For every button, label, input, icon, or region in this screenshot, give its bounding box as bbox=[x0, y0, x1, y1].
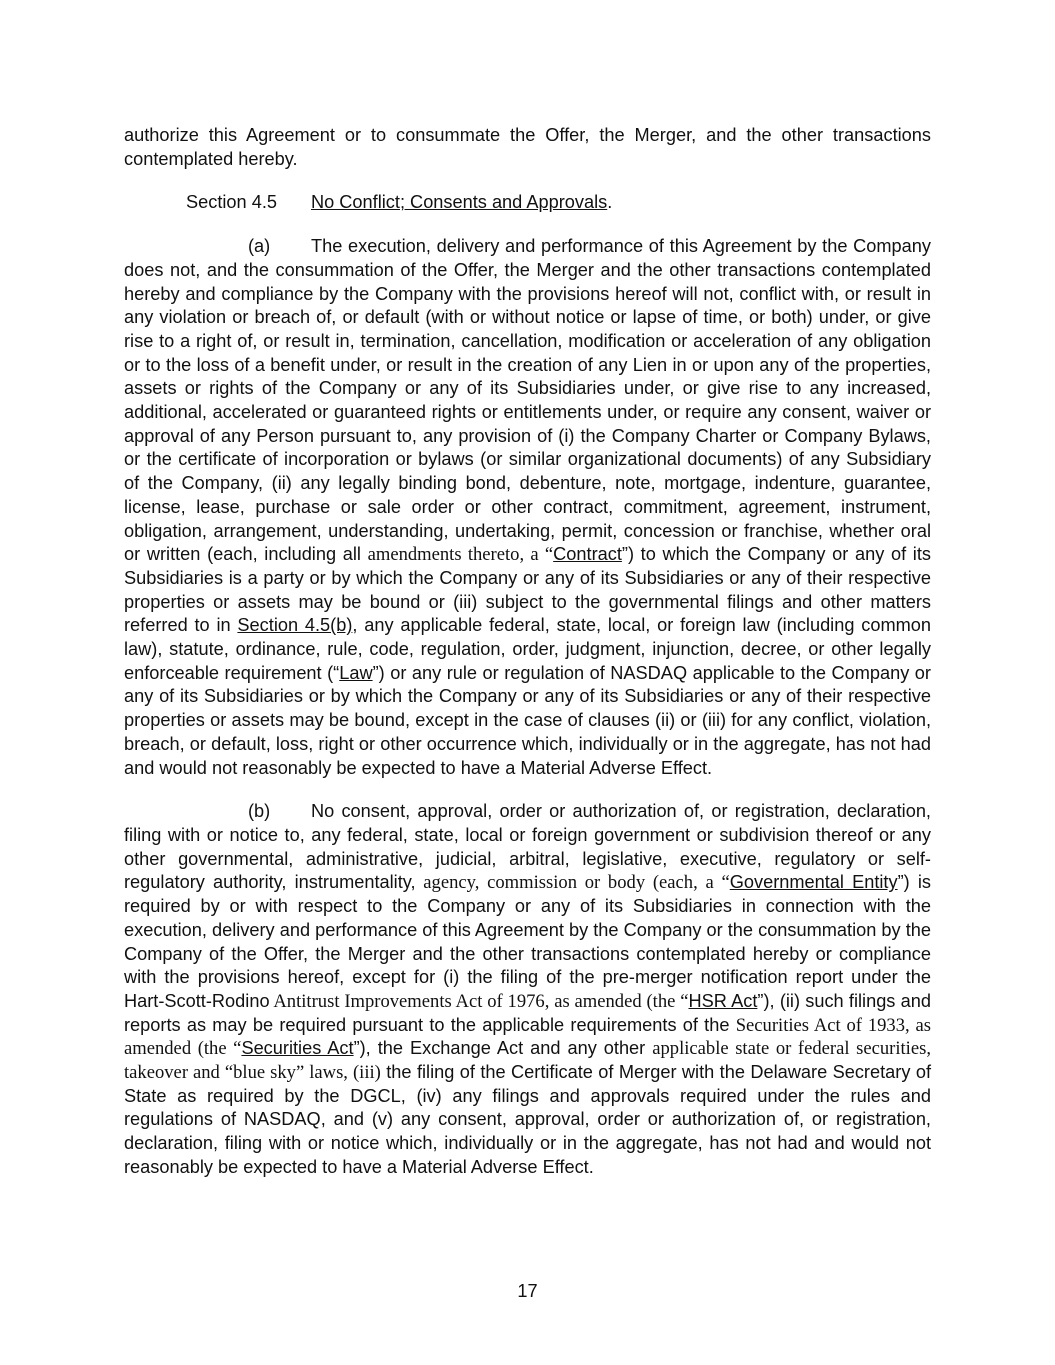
paragraph-b-text-7: ”), the Exchange Act and any other bbox=[353, 1038, 653, 1059]
document-page bbox=[124, 124, 931, 1180]
defined-term-contract: Contract bbox=[553, 544, 622, 565]
defined-term-governmental-entity: Governmental Entity bbox=[729, 872, 898, 893]
paragraph-a-label: (a) bbox=[248, 236, 271, 257]
paragraph-a-text-2: amendments thereto, a “ bbox=[367, 544, 554, 566]
paragraph-b-text-1: No consent, approval, order or authorization of, or registration, declaration, filing with or notice to, any federal, state, local or foreign government or subdivision thereof or any other governmental, administrative, judicial, arbitral, legislative, executive, regulatory or self-regulatory authority, instrumentality, bbox=[124, 801, 931, 893]
paragraph-b-text-8: applicable state or federal securities, takeover and “blue sky” laws, (iii) bbox=[124, 1038, 931, 1084]
section-heading bbox=[186, 191, 931, 215]
paragraph-b-text-2: agency, commission or body (each, a “ bbox=[415, 872, 730, 894]
paragraph-b-text-6: Securities Act of 1933, as amended (the “ bbox=[124, 1014, 931, 1060]
paragraph-b bbox=[124, 800, 931, 1179]
paragraph-b-label: (b) bbox=[248, 801, 271, 822]
paragraph-b-text-3: ”) is required by or with respect to the Company or any of its Subsidiaries in connection with the execution, delivery and performance of this Agreement by the Company or the consummation by the Company of the Offer, the Merger and the other transactions contemplated hereby or compliance with the provisions hereof, except for (i) the filing of the pre-merger notification report under the Hart-Scott-Rodino bbox=[124, 872, 931, 1011]
paragraph-b-text-5: ”), (ii) such filings and reports as may be required pursuant to the applicable requirements of the bbox=[124, 990, 931, 1035]
page-number: 17 bbox=[517, 1281, 538, 1301]
paragraph-a-text-5: ”) or any rule or regulation of NASDAQ applicable to the Company or any of its Subsidiaries or by which the Company or any of its Subsidiaries or any of their respective properties or assets may be bound, except in the case of clauses (ii) or (iii) for any conflict, violation, breach, or default, loss, right or other occurrence which, individually or in the aggregate, has not had and would not reasonably be expected to have a Material Adverse Effect. bbox=[124, 662, 931, 778]
paragraph-a-text-3: ”) to which the Company or any of its Subsidiaries is a party or by which the Company or any of its Subsidiaries or any of their respective properties or assets may be bound or (iii) subject to the governmental filings and other matters referred to in bbox=[124, 544, 931, 636]
paragraph-a-text-4: , any applicable federal, state, local, or foreign law (including common law), statute, ordinance, rule, code, regulation, order, judgment, injunction, decree, or other legally enforceable requirement (“ bbox=[124, 615, 931, 683]
section-reference-link: Section 4.5(b) bbox=[237, 615, 353, 636]
paragraph-a bbox=[124, 235, 931, 780]
defined-term-law: Law bbox=[339, 662, 373, 683]
section-title-suffix: . bbox=[607, 192, 613, 213]
section-number: Section 4.5 bbox=[186, 192, 277, 213]
defined-term-hsr-act: HSR Act bbox=[688, 990, 758, 1011]
intro-paragraph: authorize this Agreement or to consummate the Offer, the Merger, and the other transactions contemplated hereby. bbox=[124, 125, 931, 169]
defined-term-securities-act: Securities Act bbox=[241, 1038, 354, 1059]
section-title: No Conflict; Consents and Approvals bbox=[311, 192, 608, 213]
paragraph-b-text-9: the filing of the Certificate of Merger with the Delaware Secretary of State as required by the DGCL, (iv) any filings and approvals required under the rules and regulations of NASDAQ, and (v) any consent, approval, order or authorization of, or registration, declaration, filing with or notice which, individually or in the aggregate, has not had and would not reasonably be expected to have a Material Adverse Effect. bbox=[124, 1062, 931, 1177]
paragraph-b-text-4: Antitrust Improvements Act of 1976, as amended (the “ bbox=[269, 990, 689, 1012]
paragraph-a-text-1: The execution, delivery and performance of this Agreement by the Company does not, and the consummation of the Offer, the Merger and the other transactions contemplated hereby and compliance by the Company with the provisions hereof will not, conflict with, or result in any violation or breach of, or default (with or without notice or lapse of time, or both) under, or give rise to a right of, or result in, termination, cancellation, modification or acceleration of any obligation or to the loss of a benefit under, or result in the creation of any Lien in or upon any of the properties, assets or rights of the Company or any of its Subsidiaries under, or give rise to any increased, additional, accelerated or guaranteed rights or entitlements under, or require any consent, waiver or approval of any Person pursuant to, any provision of (i) the Company Charter or Company Bylaws, or the certificate of incorporation or bylaws (or similar organizational documents) of any Subsidiary of the Company, (ii) any legally binding bond, debenture, note, mortgage, indenture, guarantee, license, lease, purchase or sale order or other contract, commitment, agreement, instrument, obligation, arrangement, understanding, undertaking, permit, concession or franchise, whether oral or written (each, including all bbox=[124, 236, 931, 565]
